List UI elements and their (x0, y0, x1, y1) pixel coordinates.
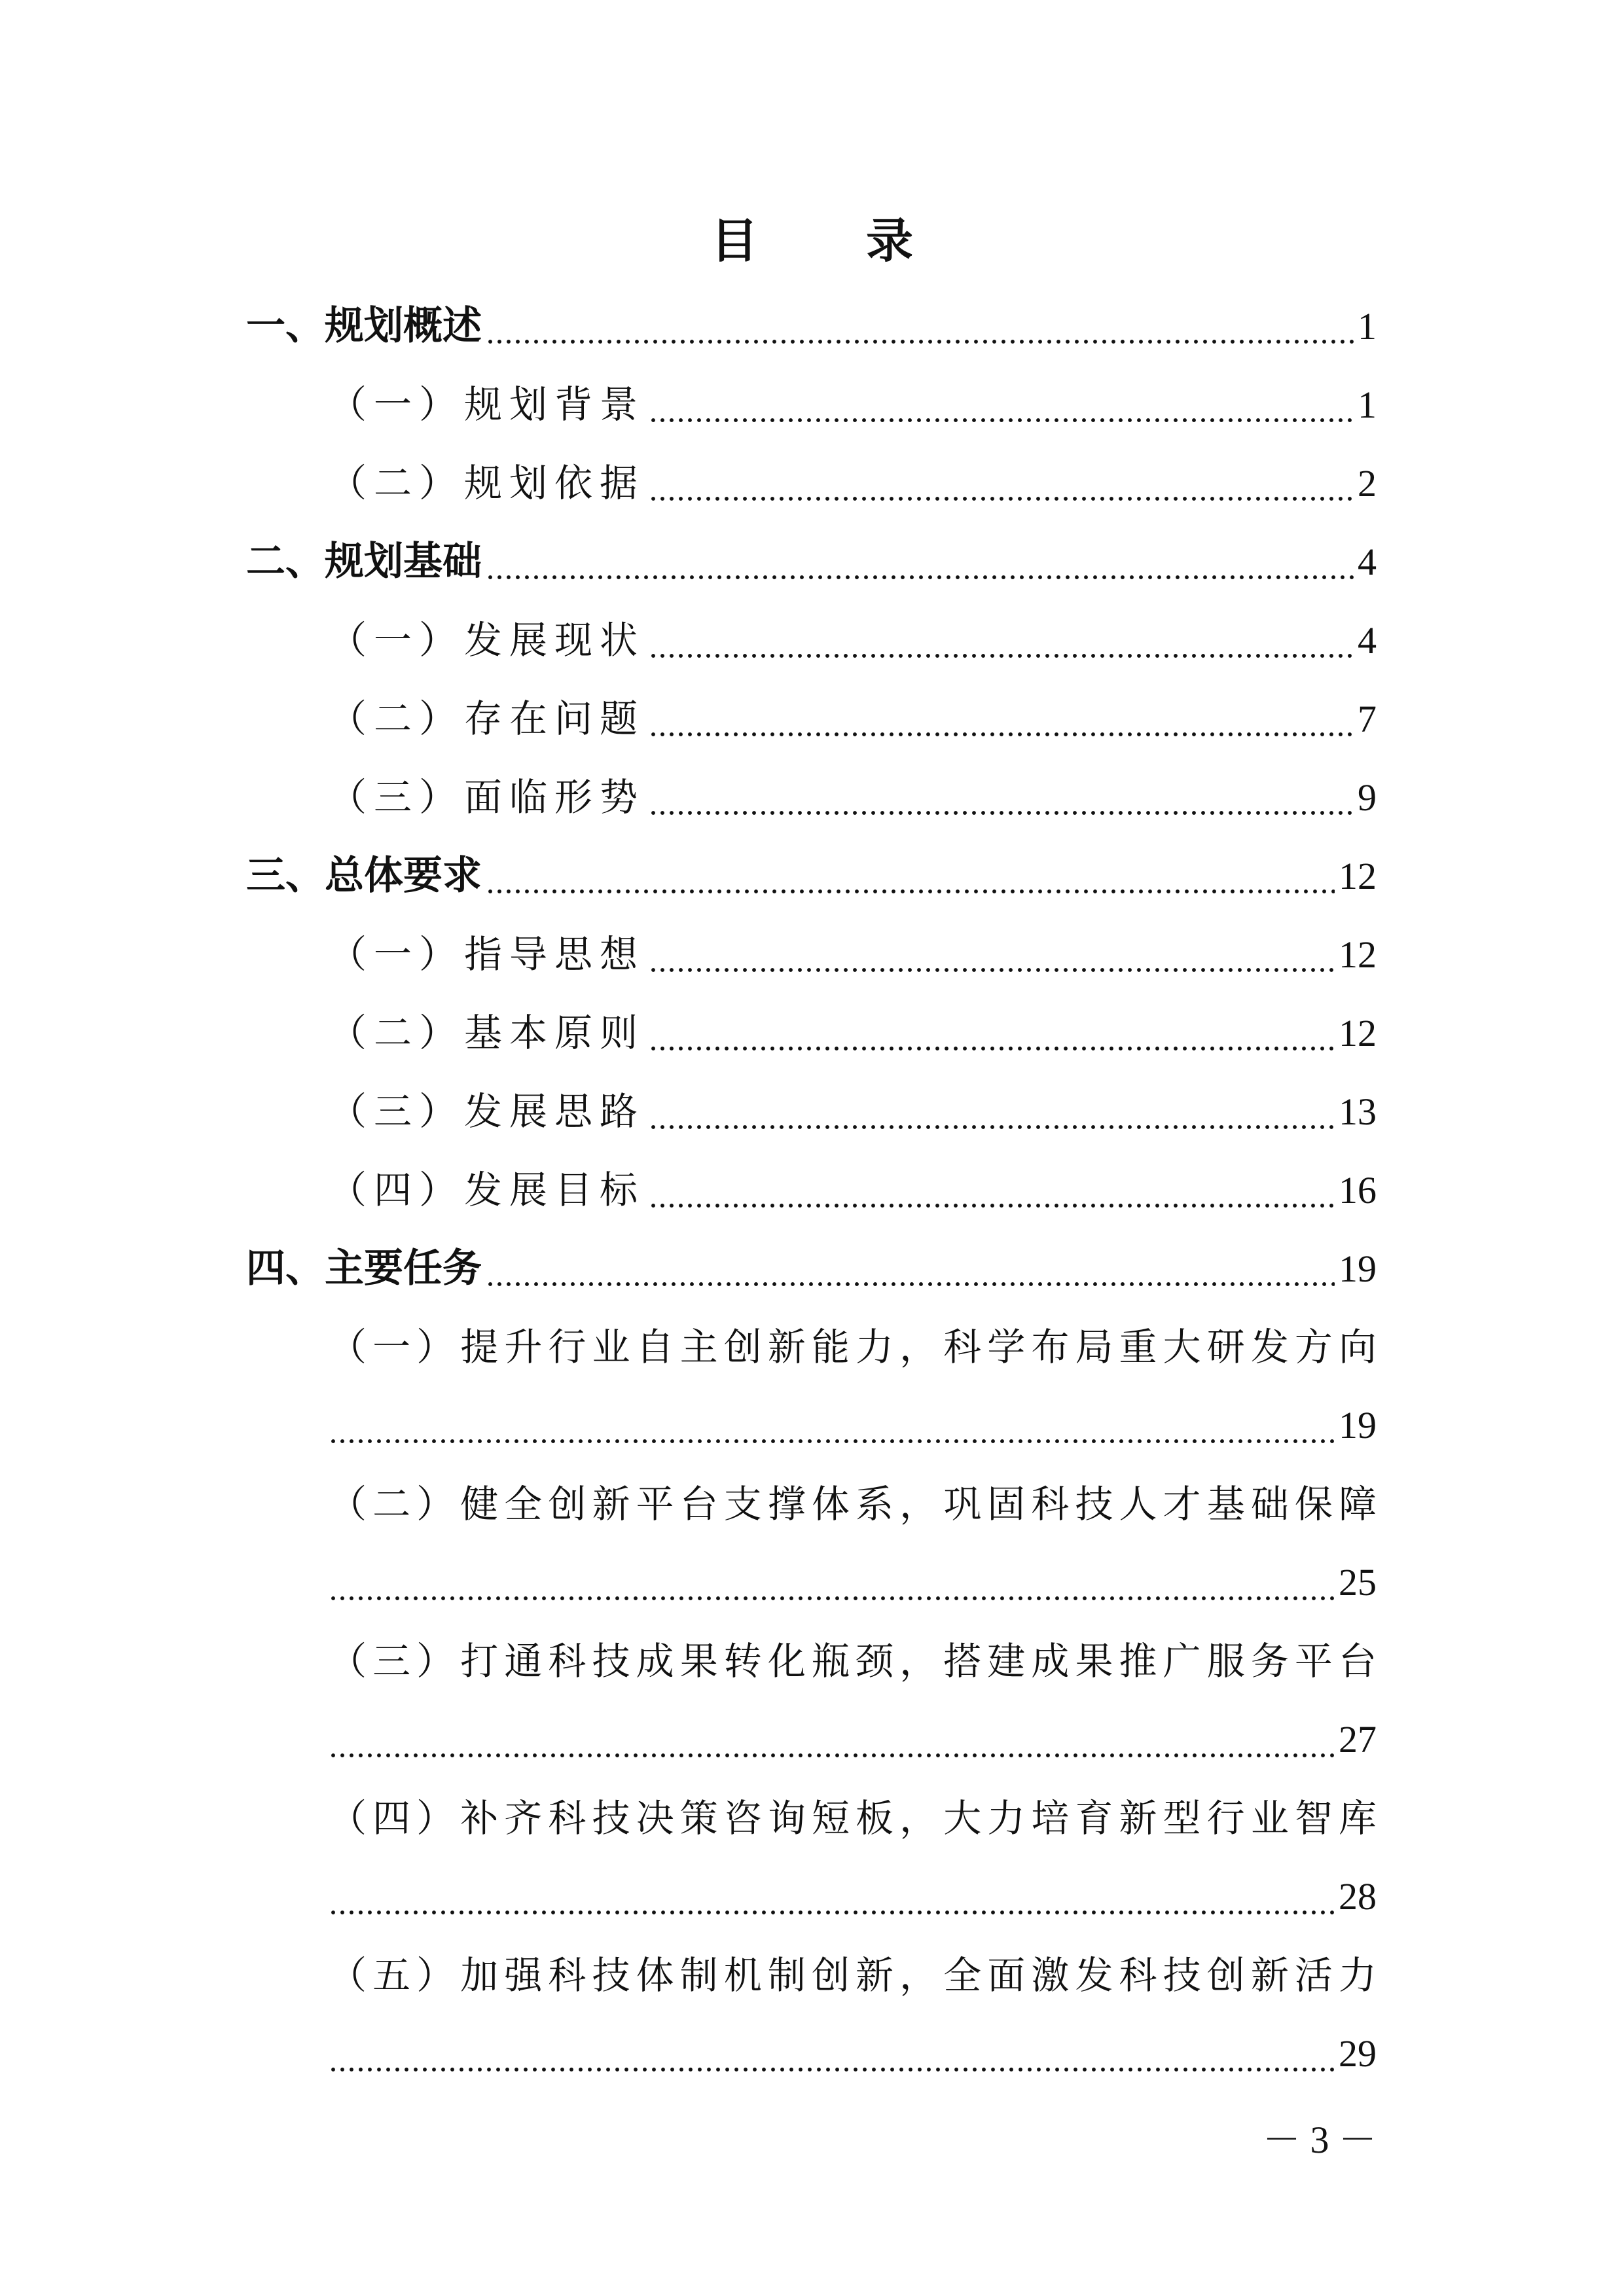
toc-entry-chapter-2[interactable] (246, 529, 1377, 594)
dot-leader (486, 1282, 1335, 1287)
toc-entry-text: （三）发展思路 (329, 1089, 645, 1134)
page-number-footer: － 3 － (1262, 2119, 1377, 2161)
dot-leader (486, 339, 1354, 344)
toc-page-number: 12 (1339, 1012, 1377, 1054)
toc-entry-4-5-leader-row[interactable] (329, 2021, 1377, 2087)
toc-entry-text: 四、主要任务 (246, 1246, 482, 1291)
dot-leader (486, 889, 1335, 894)
toc-entry-4-5[interactable]: （五）加强科技体制机制创新，全面激发科技创新活力 (329, 1953, 1377, 1998)
dot-leader (649, 1203, 1335, 1208)
toc-page-number: 27 (1339, 1718, 1377, 1761)
toc-entry-text: 三、总体要求 (246, 853, 482, 899)
dot-leader (649, 418, 1354, 423)
toc-entry-3-2[interactable] (329, 1000, 1377, 1066)
toc-entry-2-2[interactable] (329, 686, 1377, 751)
toc-page-number: 7 (1358, 698, 1377, 740)
toc-page-number: 2 (1358, 462, 1377, 505)
dot-leader (329, 1596, 1335, 1601)
toc-entry-4-3[interactable]: （三）打通科技成果转化瓶颈，搭建成果推广服务平台 (329, 1639, 1377, 1683)
dot-leader (329, 1910, 1335, 1915)
dot-leader (649, 653, 1354, 658)
toc-page-number: 12 (1339, 855, 1377, 897)
toc-entry-text: （二）存在问题 (329, 696, 645, 741)
toc-entry-chapter-4[interactable] (246, 1236, 1377, 1301)
toc-page-number: 1 (1358, 384, 1377, 426)
toc-entry-3-1[interactable] (329, 922, 1377, 987)
dot-leader (649, 810, 1354, 816)
toc-page-number: 19 (1339, 1247, 1377, 1290)
dot-leader (329, 1753, 1335, 1758)
toc-page-number: 29 (1339, 2032, 1377, 2075)
toc-entry-2-1[interactable] (329, 607, 1377, 673)
toc-entry-text: （一）指导思想 (329, 932, 645, 977)
dot-leader (329, 1439, 1335, 1444)
toc-entry-text: （二）基本原则 (329, 1011, 645, 1055)
toc-entry-4-1[interactable]: （一）提升行业自主创新能力，科学布局重大研发方向 (329, 1325, 1377, 1369)
toc-entry-1-1[interactable] (329, 372, 1377, 437)
toc-entry-text: （二）规划依据 (329, 461, 645, 505)
toc-page-number: 4 (1358, 619, 1377, 662)
toc-entry-4-2-leader-row[interactable] (329, 1550, 1377, 1615)
dot-leader (649, 1124, 1335, 1130)
toc-entry-4-2[interactable]: （二）健全创新平台支撑体系，巩固科技人才基础保障 (329, 1482, 1377, 1526)
toc-page-number: 28 (1339, 1875, 1377, 1918)
toc-entry-text: 一、规划概述 (246, 303, 482, 349)
toc-page-number: 9 (1358, 776, 1377, 819)
toc-entry-text: （四）发展目标 (329, 1168, 645, 1212)
toc-page-number: 25 (1339, 1561, 1377, 1604)
toc-page-number: 1 (1358, 305, 1377, 348)
toc-entry-text: （一）发展现状 (329, 618, 645, 662)
page-title: 目 录 (710, 213, 960, 268)
toc-entry-4-3-leader-row[interactable] (329, 1707, 1377, 1772)
toc-entry-text: （三）面临形势 (329, 775, 645, 819)
toc-entry-4-4-leader-row[interactable] (329, 1864, 1377, 1929)
dot-leader (649, 967, 1335, 973)
dot-leader (649, 496, 1354, 501)
dot-leader (486, 575, 1354, 580)
toc-page-number: 16 (1339, 1169, 1377, 1211)
toc-page-number: 12 (1339, 933, 1377, 976)
toc-page-number: 13 (1339, 1090, 1377, 1133)
toc-entry-4-4[interactable]: （四）补齐科技决策咨询短板，大力培育新型行业智库 (329, 1796, 1377, 1840)
dot-leader (649, 1046, 1335, 1051)
toc-page-number: 4 (1358, 541, 1377, 583)
toc-entry-text: （一）规划背景 (329, 382, 645, 427)
toc-entry-3-3[interactable] (329, 1079, 1377, 1144)
toc-entry-chapter-1[interactable] (246, 293, 1377, 359)
toc-page-number: 19 (1339, 1404, 1377, 1446)
toc-entry-3-4[interactable] (329, 1157, 1377, 1223)
dot-leader (329, 2067, 1335, 2072)
toc-entry-2-3[interactable] (329, 764, 1377, 830)
toc-entry-4-1-leader-row[interactable] (329, 1393, 1377, 1458)
toc-entry-chapter-3[interactable] (246, 843, 1377, 908)
toc-entry-text: 二、规划基础 (246, 539, 482, 584)
toc-entry-1-2[interactable] (329, 450, 1377, 516)
dot-leader (649, 732, 1354, 737)
